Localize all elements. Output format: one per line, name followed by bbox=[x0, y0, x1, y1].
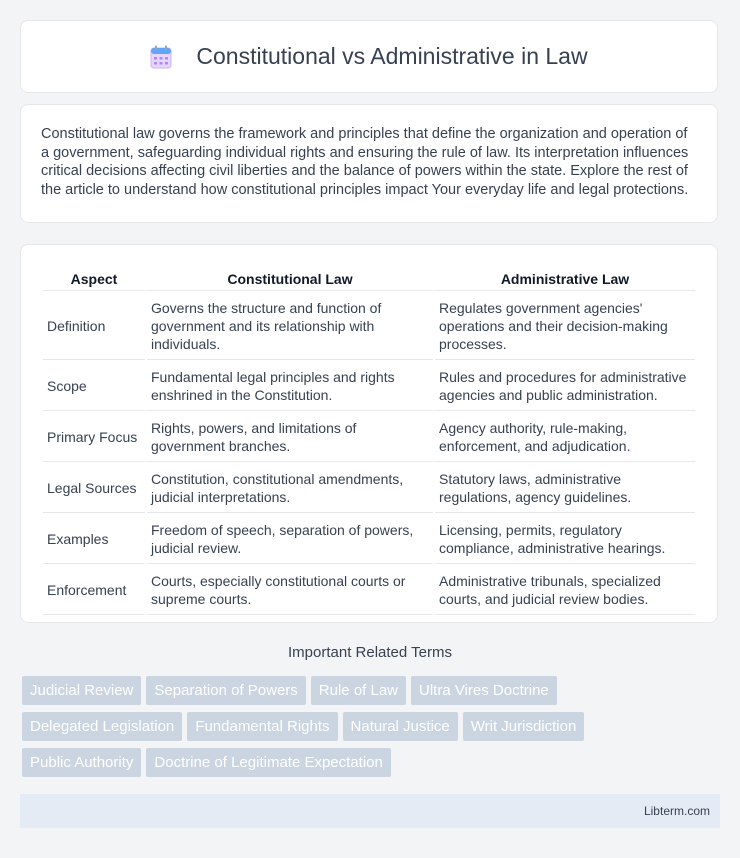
footer-brand-link[interactable]: Libterm.com bbox=[643, 804, 710, 818]
comparison-table bbox=[41, 265, 697, 617]
header-constitutional: Constitutional Law bbox=[147, 267, 433, 291]
related-terms-title: Important Related Terms bbox=[288, 644, 452, 661]
table-row bbox=[43, 515, 695, 564]
cell-aspect: Enforcement bbox=[43, 566, 145, 615]
header-aspect: Aspect bbox=[43, 267, 145, 291]
related-term-tag[interactable]: Public Authority bbox=[22, 748, 141, 777]
page-title: Constitutional vs Administrative in Law bbox=[196, 43, 588, 69]
related-term-tag[interactable]: Fundamental Rights bbox=[187, 712, 337, 741]
cell-aspect: Scope bbox=[43, 362, 145, 411]
cell-constitutional: Rights, powers, and limitations of government branches. bbox=[147, 413, 433, 462]
table-row bbox=[43, 362, 695, 411]
cell-aspect: Examples bbox=[43, 515, 145, 564]
header-administrative: Administrative Law bbox=[435, 267, 695, 291]
related-term-tag[interactable]: Judicial Review bbox=[22, 676, 141, 705]
related-term-tag[interactable]: Delegated Legislation bbox=[22, 712, 182, 741]
related-term-tag[interactable]: Doctrine of Legitimate Expectation bbox=[146, 748, 390, 777]
table-row bbox=[43, 566, 695, 615]
cell-constitutional: Courts, especially constitutional courts or supreme courts. bbox=[147, 566, 433, 615]
calendar-icon bbox=[150, 45, 172, 69]
related-terms-list bbox=[22, 676, 722, 784]
table-row bbox=[43, 464, 695, 513]
comparison-card bbox=[20, 244, 718, 623]
intro-paragraph: Constitutional law governs the framework and principles that define the organization and operation of a government, safeguarding individual rights and ensuring the rule of law. Its interpretation influences critical decisions affecting civil liberties and the balance of powers within the state. Explore the rest of the article to understand how constitutional principles impact Your everyday life and legal protections. bbox=[41, 126, 689, 198]
header-card bbox=[20, 20, 718, 93]
related-term-tag[interactable]: Ultra Vires Doctrine bbox=[411, 676, 557, 705]
intro-card bbox=[20, 104, 718, 223]
table-row bbox=[43, 293, 695, 360]
cell-constitutional: Freedom of speech, separation of powers, judicial review. bbox=[147, 515, 433, 564]
cell-aspect: Legal Sources bbox=[43, 464, 145, 513]
cell-constitutional: Fundamental legal principles and rights enshrined in the Constitution. bbox=[147, 362, 433, 411]
related-term-tag[interactable]: Rule of Law bbox=[311, 676, 406, 705]
cell-administrative: Regulates government agencies' operations and their decision-making processes. bbox=[435, 293, 695, 360]
table-header-row bbox=[43, 267, 695, 291]
cell-administrative: Administrative tribunals, specialized courts, and judicial review bodies. bbox=[435, 566, 695, 615]
cell-administrative: Rules and procedures for administrative agencies and public administration. bbox=[435, 362, 695, 411]
table-row bbox=[43, 413, 695, 462]
footer bbox=[20, 794, 720, 828]
cell-constitutional: Constitution, constitutional amendments, judicial interpretations. bbox=[147, 464, 433, 513]
cell-administrative: Statutory laws, administrative regulations, agency guidelines. bbox=[435, 464, 695, 513]
related-term-tag[interactable]: Writ Jurisdiction bbox=[463, 712, 585, 741]
cell-aspect: Primary Focus bbox=[43, 413, 145, 462]
related-term-tag[interactable]: Separation of Powers bbox=[146, 676, 305, 705]
related-term-tag[interactable]: Natural Justice bbox=[343, 712, 458, 741]
cell-administrative: Agency authority, rule-making, enforcement, and adjudication. bbox=[435, 413, 695, 462]
cell-administrative: Licensing, permits, regulatory compliance, administrative hearings. bbox=[435, 515, 695, 564]
cell-aspect: Definition bbox=[43, 293, 145, 360]
cell-constitutional: Governs the structure and function of government and its relationship with individuals. bbox=[147, 293, 433, 360]
